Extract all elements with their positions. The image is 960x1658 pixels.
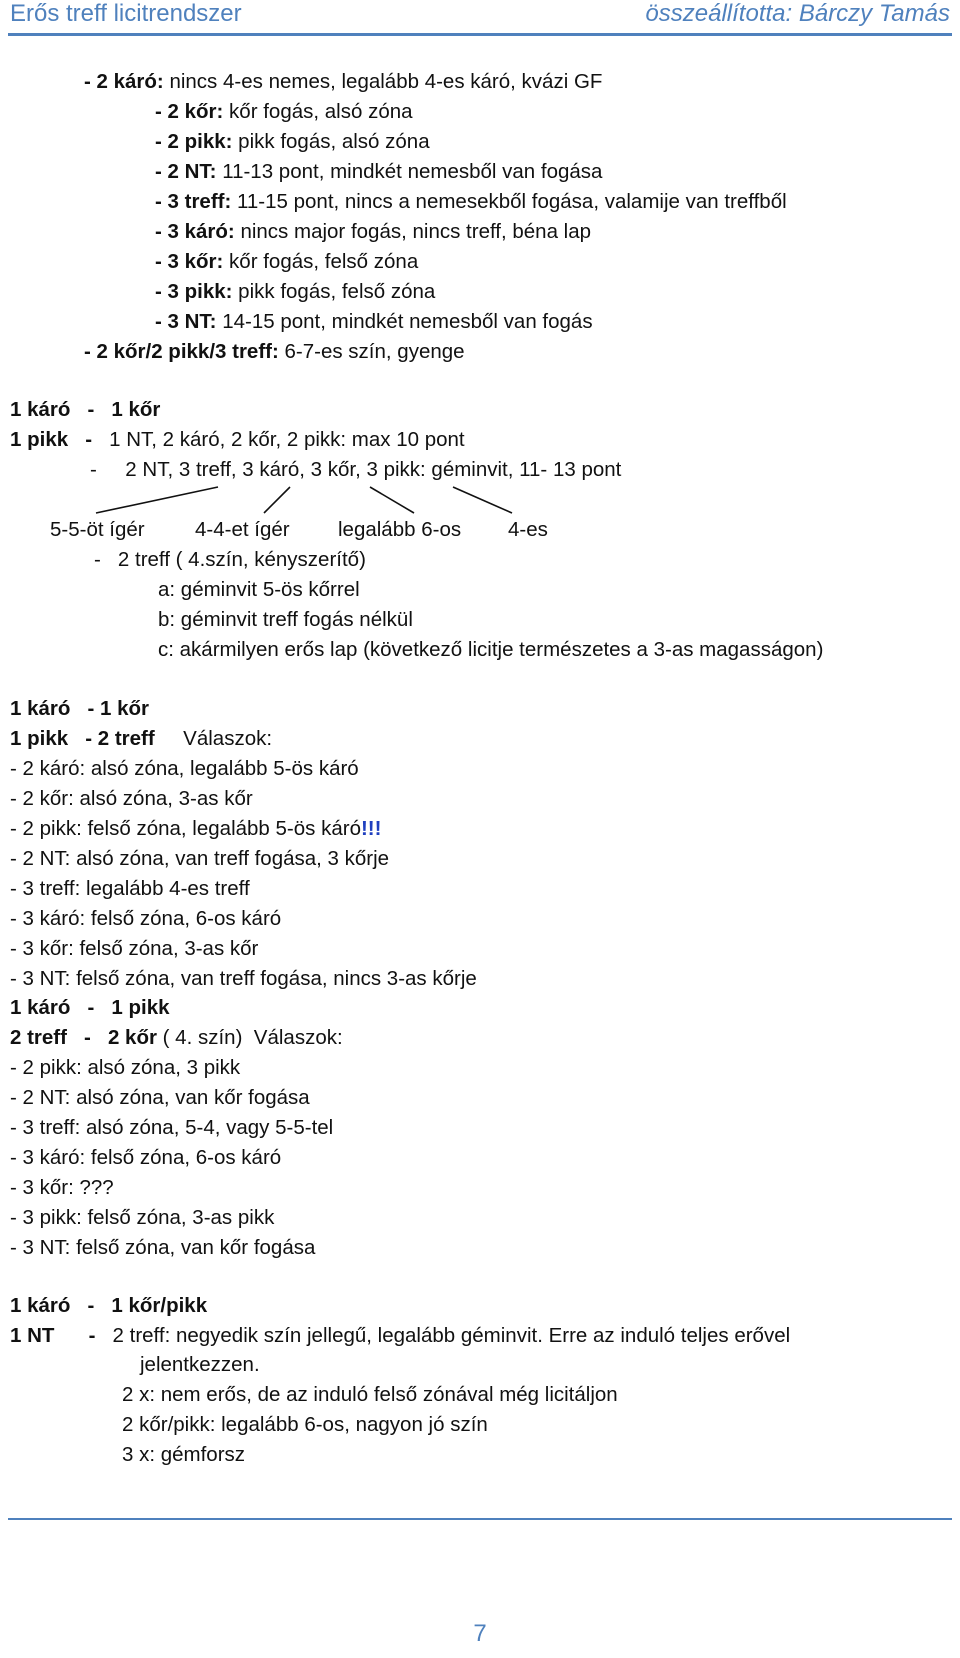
option-line: a: géminvit 5-ös kőrrel: [158, 578, 360, 601]
bracket-label: 4-es: [508, 518, 548, 541]
answer-line: - 2 NT: alsó zóna, van kőr fogása: [10, 1086, 310, 1109]
answer-line: - 2 pikk: felső zóna, legalább 5-ös káró!!!: [10, 817, 382, 840]
document-title: Erős treff licitrendszer: [10, 0, 242, 27]
document-author: összeállította: Bárczy Tamás: [645, 0, 950, 27]
bracket-line: [96, 487, 218, 513]
bracket-line: [264, 487, 290, 513]
bracket-lines: [0, 0, 960, 560]
block1-sub-line: - 3 káró: nincs major fogás, nincs treff, béna lap: [155, 220, 592, 243]
bracket-label: legalább 6-os: [338, 518, 462, 541]
bidding-sequence: 2 treff - 2 kőr ( 4. szín) Válaszok:: [10, 1026, 343, 1049]
answer-line: - 3 treff: legalább 4-es treff: [10, 877, 250, 900]
answer-line: - 3 kőr: felső zóna, 3-as kőr: [10, 937, 259, 960]
block1-line: - 2 káró: nincs 4-es nemes, legalább 4-es káró, kvázi GF: [84, 70, 603, 93]
bidding-sequence: - 2 NT, 3 treff, 3 káró, 3 kőr, 3 pikk: géminvit, 11- 13 pont: [90, 458, 622, 481]
block1-sub-line: - 2 NT: 11-13 pont, mindkét nemesből van fogása: [155, 160, 603, 183]
answer-line: - 3 káró: felső zóna, 6-os káró: [10, 1146, 282, 1169]
bracket-line: [453, 487, 512, 513]
emphasis-marks: !!!: [360, 817, 382, 840]
option-line: 3 x: gémforsz: [122, 1443, 246, 1466]
answer-line: - 2 pikk: alsó zóna, 3 pikk: [10, 1056, 241, 1079]
bidding-sequence: - 2 treff ( 4.szín, kényszerítő): [94, 548, 366, 571]
option-line: c: akármilyen erős lap (következő licitje természetes a 3-as magasságon): [158, 638, 824, 661]
answer-line: - 2 káró: alsó zóna, legalább 5-ös káró: [10, 757, 359, 780]
bidding-sequence: 1 pikk - 2 treff Válaszok:: [10, 727, 273, 750]
bidding-sequence: 1 káró - 1 kőr: [10, 697, 150, 720]
block1-sub-line: - 2 pikk: pikk fogás, alsó zóna: [155, 130, 430, 153]
answer-line: - 2 kőr: alsó zóna, 3-as kőr: [10, 787, 253, 810]
block1-line: - 2 kőr/2 pikk/3 treff: 6-7-es szín, gyenge: [84, 340, 465, 363]
block1-sub-line: - 2 kőr: kőr fogás, alsó zóna: [155, 100, 413, 123]
answer-line: - 3 káró: felső zóna, 6-os káró: [10, 907, 282, 930]
bidding-sequence: 1 pikk - 1 NT, 2 káró, 2 kőr, 2 pikk: max 10 pont: [10, 428, 465, 451]
answer-line: - 3 pikk: felső zóna, 3-as pikk: [10, 1206, 275, 1229]
option-line: 2 x: nem erős, de az induló felső zónával még licitáljon: [122, 1383, 618, 1406]
bidding-sequence: 1 káró - 1 kőr/pikk: [10, 1294, 208, 1317]
block1-sub-line: - 3 NT: 14-15 pont, mindkét nemesből van fogás: [155, 310, 593, 333]
option-line: b: géminvit treff fogás nélkül: [158, 608, 413, 631]
answer-line: - 3 treff: alsó zóna, 5-4, vagy 5-5-tel: [10, 1116, 334, 1139]
bracket-line: [370, 487, 414, 513]
answer-line: - 3 kőr: ???: [10, 1176, 114, 1199]
page-number: 7: [473, 1620, 487, 1647]
block1-sub-line: - 3 pikk: pikk fogás, felső zóna: [155, 280, 436, 303]
block1-sub-line: - 3 treff: 11-15 pont, nincs a nemesekből fogása, valamije van treffből: [155, 190, 787, 213]
bracket-label: 5-5-öt ígér: [50, 518, 145, 541]
bidding-sequence: 1 NT - 2 treff: negyedik szín jellegű, legalább géminvit. Erre az induló teljes erővel: [10, 1324, 791, 1347]
bidding-sequence: 1 káró - 1 pikk: [10, 996, 170, 1019]
block1-sub-line: - 3 kőr: kőr fogás, felső zóna: [155, 250, 419, 273]
continuation-line: jelentkezzen.: [140, 1353, 260, 1376]
answer-line: - 3 NT: felső zóna, van treff fogása, nincs 3-as kőrje: [10, 967, 477, 990]
answer-line: - 2 NT: alsó zóna, van treff fogása, 3 kőrje: [10, 847, 390, 870]
bidding-sequence: 1 káró - 1 kőr: [10, 398, 161, 421]
footer-rule: [8, 1518, 952, 1520]
option-line: 2 kőr/pikk: legalább 6-os, nagyon jó szín: [122, 1413, 488, 1436]
bracket-label: 4-4-et ígér: [195, 518, 290, 541]
answer-line: - 3 NT: felső zóna, van kőr fogása: [10, 1236, 316, 1259]
